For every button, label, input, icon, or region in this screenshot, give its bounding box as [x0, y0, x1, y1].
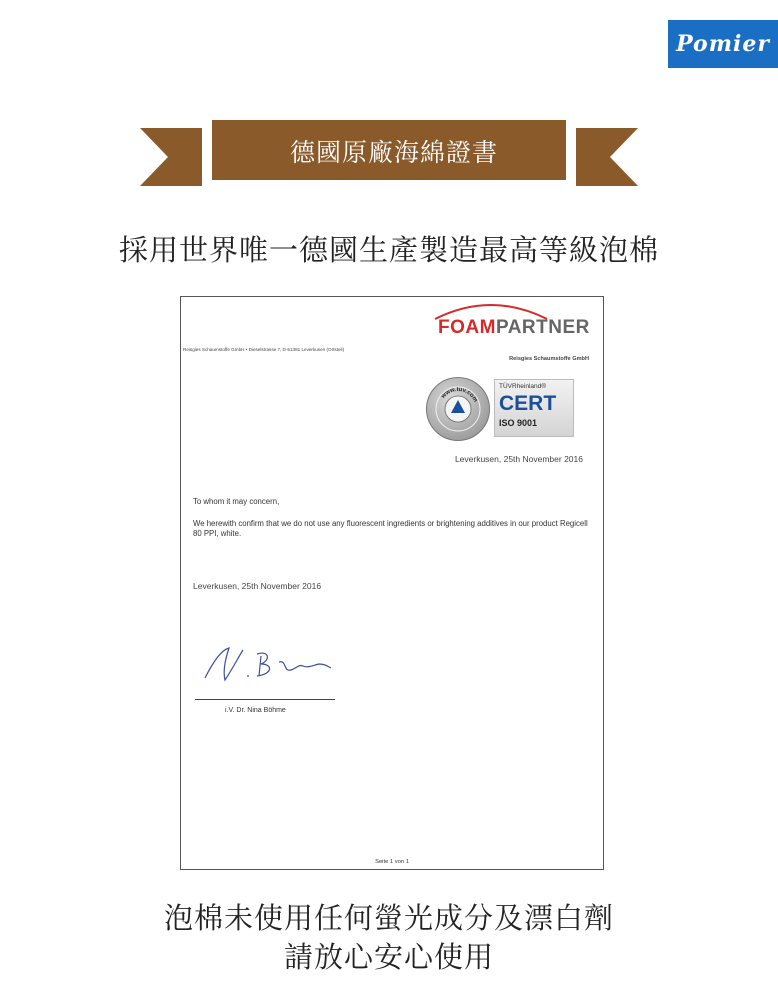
- tuv-iso-label: ISO 9001: [499, 418, 538, 428]
- date-top: Leverkusen, 25th November 2016: [454, 454, 583, 464]
- page-number: Seite 1 von 1: [375, 859, 409, 865]
- tuv-brand: TÜVRheinland®: [499, 383, 547, 390]
- subtitle: 採用世界唯一德國生產製造最高等級泡棉: [118, 233, 659, 267]
- seal-text: www.tuv.com: [440, 386, 479, 404]
- footer-line-2: 請放心安心使用: [283, 940, 494, 974]
- foampartner-logo: [438, 317, 590, 339]
- sender-address: Reisgies Schaumstoffe GmbH • Dieselstrasse 7, D-51381 Leverkusen (Ortsteil): [183, 347, 345, 352]
- greeting: To whom it may concern,: [193, 497, 280, 506]
- logo-foam: FOAM: [438, 317, 496, 338]
- tuv-cert-label: CERT: [499, 392, 557, 415]
- company-name: Reisgies Schaumstoffe GmbH: [509, 356, 589, 362]
- certificate-document: [180, 296, 604, 870]
- confirmation-paragraph: We herewith confirm that we do not use any fluorescent ingredients or brightening additives in our product Regicell 80 PPI, white.: [193, 519, 588, 539]
- tuv-seal-icon: [426, 377, 490, 441]
- tuv-cert-card: [494, 379, 574, 437]
- brand-logo-text: Pomier: [676, 31, 770, 57]
- footer-line-1: 泡棉未使用任何螢光成分及漂白劑: [163, 901, 614, 935]
- tuv-seal-graphic: [427, 378, 489, 440]
- signature-line: [195, 699, 335, 700]
- logo-partner: PARTNER: [495, 317, 590, 338]
- tuv-certification-badge: [426, 377, 572, 439]
- pomier-logo: [668, 20, 778, 68]
- signature-icon: [199, 642, 339, 686]
- signer-name: i.V. Dr. Nina Böhme: [225, 707, 286, 714]
- banner-title: 德國原廠海綿證書: [289, 138, 498, 167]
- date-bottom: Leverkusen, 25th November 2016: [193, 581, 322, 591]
